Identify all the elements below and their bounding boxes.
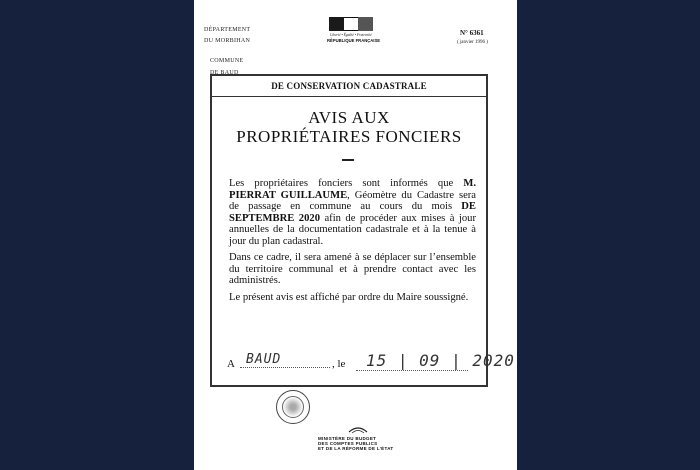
- department-line-2: DU MORBIHAN: [204, 38, 251, 44]
- place-line: [240, 367, 330, 368]
- mairie-stamp-icon: [276, 390, 310, 424]
- notice-body: [229, 178, 476, 308]
- department-line-1: DÉPARTEMENT: [204, 27, 251, 33]
- notice-title-line-2: PROPRIÉTAIRES FONCIERS: [236, 127, 462, 146]
- ministry-line-2: DES COMPTES PUBLICS: [318, 441, 378, 446]
- box-heading: DE CONSERVATION CADASTRALE: [212, 76, 486, 97]
- date-line: [356, 370, 468, 371]
- paragraph-3: Le présent avis est affiché par ordre du Maire soussigné.: [229, 291, 469, 303]
- ministry-logo-icon: [348, 426, 368, 434]
- ministry-line-1: MINISTÈRE DU BUDGET: [318, 436, 377, 441]
- handwritten-place: BAUD: [246, 352, 282, 367]
- flag-icon: [329, 17, 373, 31]
- notice-title-line-1: AVIS AUX: [308, 108, 390, 127]
- logo-motto: Liberté • Égalité • Fraternité: [330, 33, 372, 37]
- notice-box: [210, 74, 488, 387]
- visit-month: DE SEPTEMBRE 2020: [229, 201, 476, 224]
- logo-republic: RÉPUBLIQUE FRANÇAISE: [327, 38, 381, 43]
- handwritten-date: 15 | 09 | 2020: [366, 351, 515, 370]
- surveyor-name: M. PIERRAT GUILLAUME: [229, 178, 476, 201]
- signature-a-label: A: [227, 358, 235, 370]
- ministry-name: [318, 436, 393, 451]
- p1-text-c: afin de procéder aux mises à jour annuelles de la documentation cadastrale et à la tenue à jour du plan cadastral.: [229, 212, 476, 247]
- form-number: N° 6361: [460, 29, 484, 37]
- paragraph-2: Dans ce cadre, il sera amené à se déplacer sur l’ensemble du territoire communal et à prendre contact avec les administrés.: [229, 252, 476, 286]
- signature-le-label: , le: [332, 358, 346, 370]
- p1-text-b: , Géomètre du Cadastre sera de passage en commune au cours du mois: [229, 189, 477, 212]
- p1-text-a: Les propriétaires fonciers sont informés que: [229, 178, 464, 189]
- paragraph-1: [229, 178, 476, 247]
- republique-francaise-logo: [327, 17, 381, 43]
- ministry-line-3: ET DE LA RÉFORME DE L’ÉTAT: [318, 446, 394, 451]
- commune-name: DE BAUD: [210, 70, 239, 76]
- commune-label: COMMUNE: [210, 58, 244, 64]
- document-page: [194, 0, 517, 470]
- title-separator: [342, 159, 354, 161]
- form-date: ( janvier 1996 ): [457, 40, 488, 45]
